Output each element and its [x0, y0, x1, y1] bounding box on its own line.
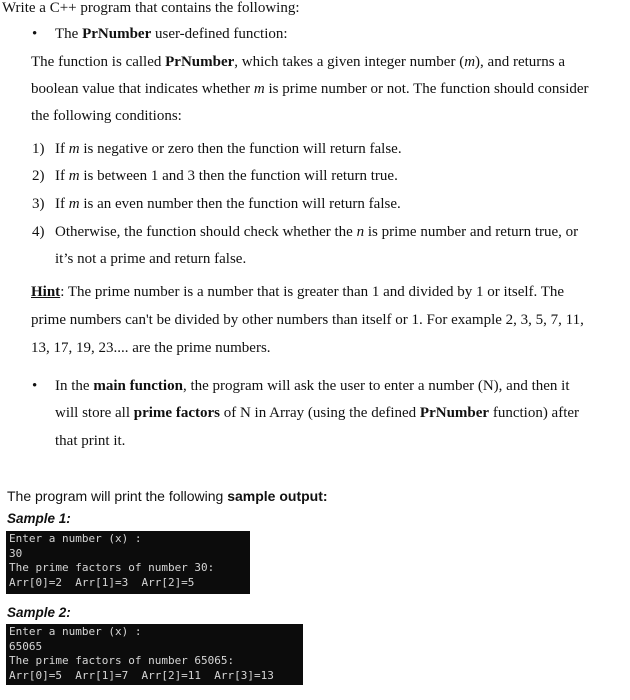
condition-num-3: 3) [32, 196, 45, 212]
console-line: 30 [9, 546, 23, 560]
console-line: Arr[0]=5 Arr[1]=7 Arr[2]=11 Arr[3]=13 [9, 668, 274, 682]
condition-text-2: If m is between 1 and 3 then the function will return true. [55, 168, 398, 184]
condition-num-2: 2) [32, 168, 45, 184]
main-function-line-2: will store all prime factors of N in Array (using the defined PrNumber function) after [55, 405, 580, 421]
console-line: The prime factors of number 65065: [9, 654, 235, 667]
console-line: 65065 [9, 639, 43, 653]
condition-text-4-cont: it’s not a prime and return false. [55, 251, 247, 267]
sample-2-console [6, 624, 303, 685]
sample-2-label: Sample 2: [7, 605, 71, 620]
console-line: The prime factors of number 30: [9, 561, 215, 574]
bullet-dot: • [32, 378, 38, 394]
hint-line-1: Hint: The prime number is a number that is greater than 1 and divided by 1 or itself. The [31, 284, 565, 300]
console-line: Arr[0]=2 Arr[1]=3 Arr[2]=5 [9, 575, 195, 589]
console-line: Enter a number (x) : [9, 625, 142, 638]
heading: Write a C++ program that contains the following: [2, 0, 300, 16]
condition-text-1: If m is negative or zero then the function will return false. [55, 141, 402, 157]
bullet-prnumber-title: The PrNumber user-defined function: [55, 26, 288, 42]
output-intro: The program will print the following sample output: [7, 488, 328, 504]
main-function-line-3: that print it. [55, 433, 126, 449]
paragraph-line-2: boolean value that indicates whether m is prime number or not. The function should consider [31, 81, 589, 97]
console-line: Enter a number (x) : [9, 532, 142, 545]
condition-text-3: If m is an even number then the function will return false. [55, 196, 401, 212]
paragraph-line-1: The function is called PrNumber, which takes a given integer number (m), and returns a [31, 54, 566, 70]
sample-1-label: Sample 1: [7, 511, 71, 526]
paragraph-line-3: the following conditions: [31, 108, 182, 124]
sample-1-console [6, 531, 250, 594]
main-function-line-1: In the main function, the program will ask the user to enter a number (N), and then it [55, 378, 570, 394]
hint-line-2: prime numbers can't be divided by other numbers than itself or 1. For example 2, 3, 5, 7, 11, [31, 312, 584, 328]
bullet-dot: • [32, 26, 38, 42]
condition-num-4: 4) [32, 224, 45, 240]
condition-text-4: Otherwise, the function should check whether the n is prime number and return true, or [55, 224, 579, 240]
hint-line-3: 13, 17, 19, 23.... are the prime numbers. [31, 340, 271, 356]
condition-num-1: 1) [32, 141, 45, 157]
